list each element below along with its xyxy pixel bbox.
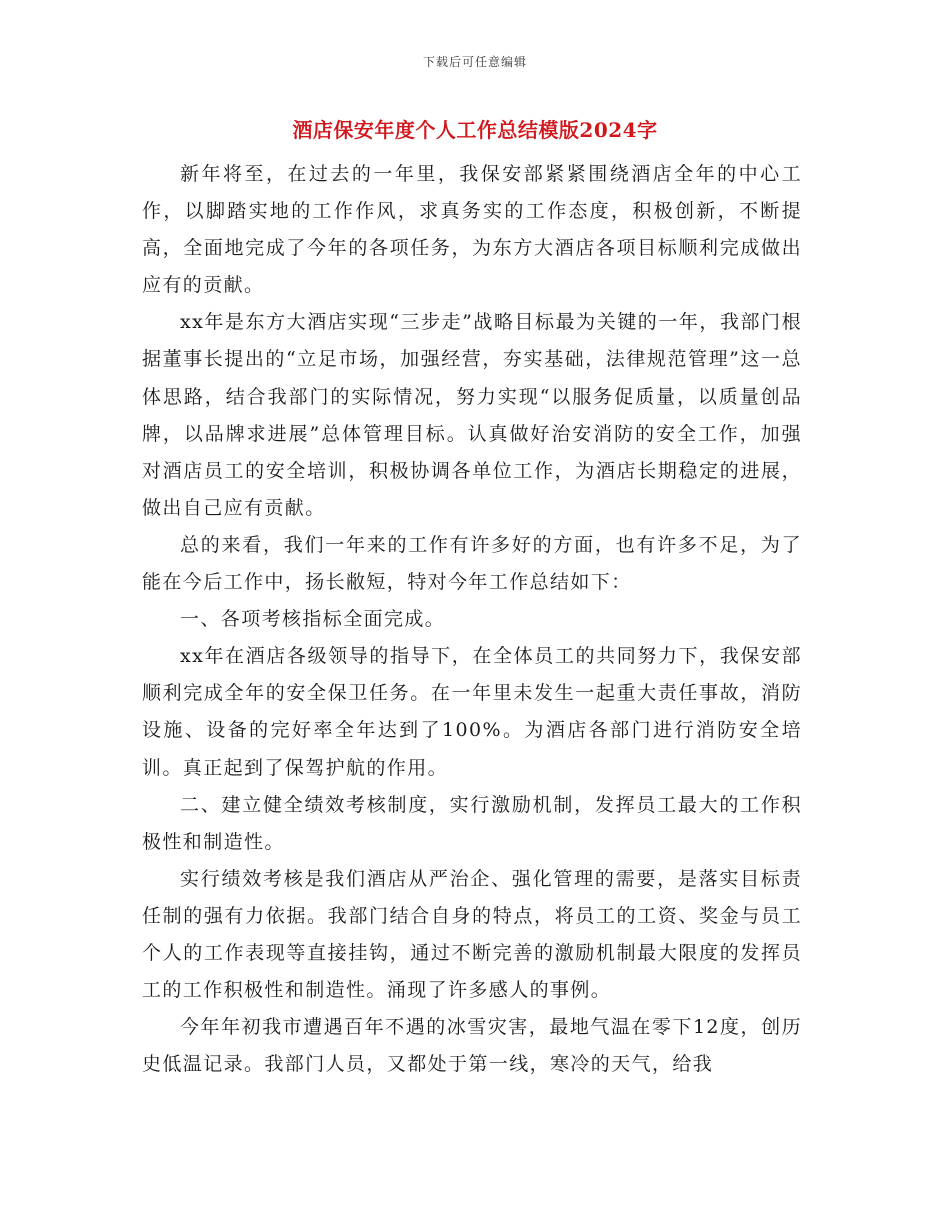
paragraph-intro: 新年将至，在过去的一年里，我保安部紧紧围绕酒店全年的中心工作，以脚踏实地的工作作风，求真务实的工作态度，积极创新，不断提高，全面地完成了今年的各项任务，为东方大酒店各项目标顺利完成做出应有的贡献。 [142,163,802,297]
document-title: 酒店保安年度个人工作总结模版2024字 [292,118,658,142]
header-note: 下载后可任意编辑 [422,55,527,69]
paragraph-winter: 今年年初我市遭遇百年不遇的冰雪灾害，最地气温在零下12度，创历史低温记录。我部门人员，又都处于第一线，寒冷的天气，给我 [142,1016,802,1076]
paragraph-section-2: 实行绩效考核是我们酒店从严治企、强化管理的需要，是落实目标责任制的强有力依据。我部门结合自身的特点，将员工的工资、奖金与员工个人的工作表现等直接挂钩，通过不断完善的激励机制最大限度的发挥员工的工作积极性和制造性。涌现了许多感人的事例。 [142,867,802,1002]
section-heading-2: 二、建立健全绩效考核制度，实行激励机制，发挥员工最大的工作积极性和制造性。 [142,793,802,853]
document-body [142,156,802,1083]
paragraph-section-1: xx年在酒店各级领导的指导下，在全体员工的共同努力下，我保安部顺利完成全年的安全保卫任务。在一年里未发生一起重大责任事故，消防设施、设备的完好率全年达到了100%。为酒店各部门进行消防安全培训。真正起到了保驾护航的作用。 [142,645,802,779]
paragraph-overview: 总的来看，我们一年来的工作有许多好的方面，也有许多不足，为了能在今后工作中，扬长敝短，特对今年工作总结如下： [142,533,802,594]
paragraph-strategy: xx年是东方大酒店实现“三步走”战略目标最为关键的一年，我部门根据董事长提出的“立足市场，加强经营，夯实基础，法律规范管理”这一总体思路，结合我部门的实际情况，努力实现“以服务促质量，以质量创品牌，以品牌求进展”总体管理目标。认真做好治安消防的安全工作，加强对酒店员工的安全培训，积极协调各单位工作，为酒店长期稳定的进展，做出自己应有贡献。 [142,311,802,519]
section-heading-1: 一、各项考核指标全面完成。 [180,608,446,631]
